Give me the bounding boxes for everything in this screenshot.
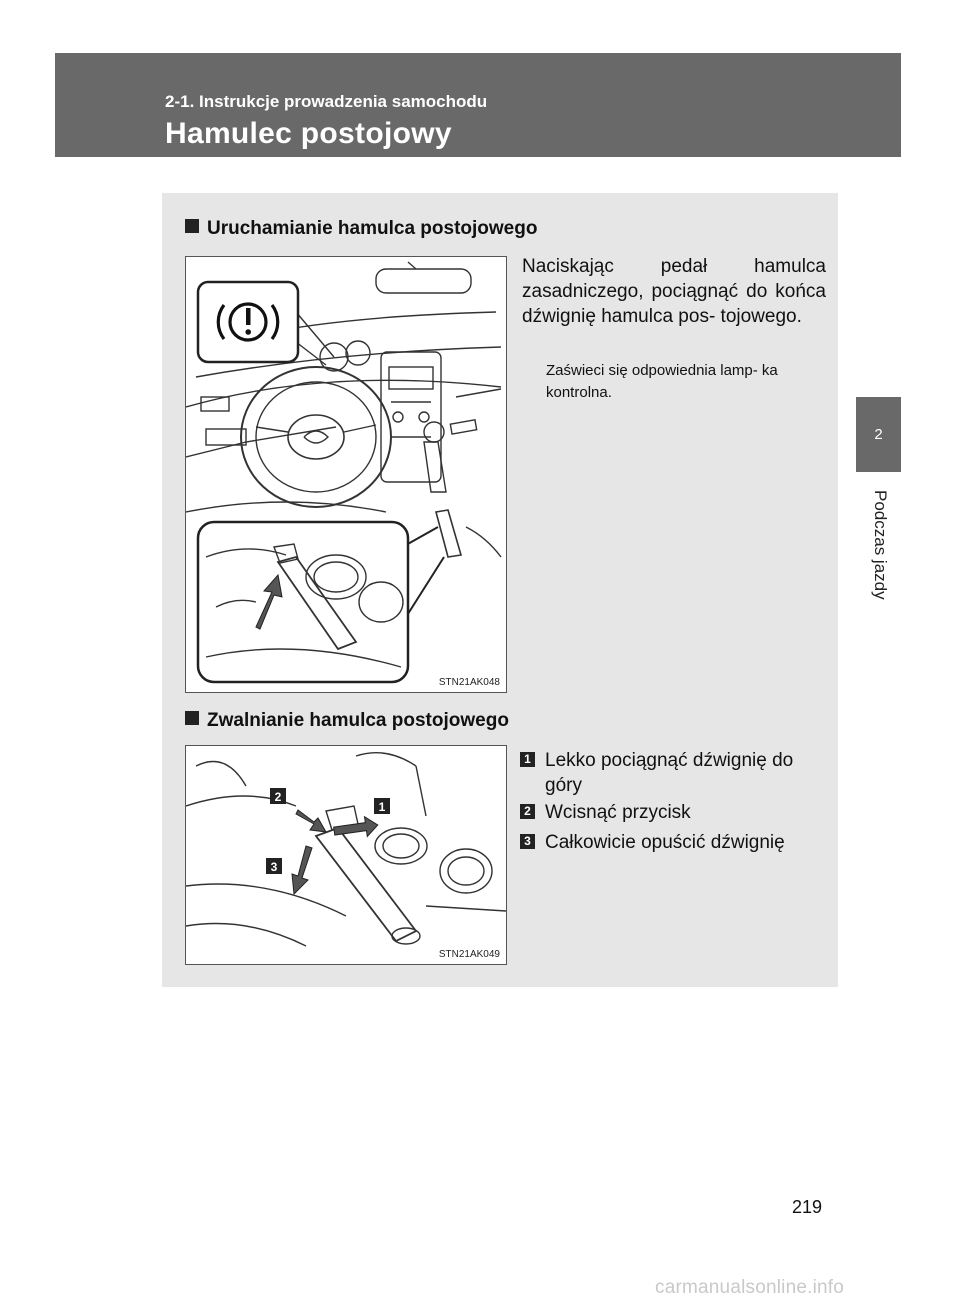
- apply-note: Zaświeci się odpowiednia lamp- ka kontrolna.: [546, 362, 778, 401]
- chapter-label: Podczas jazdy: [871, 490, 890, 600]
- release-illustration: [185, 745, 507, 965]
- figure-code: STN21AK049: [438, 949, 500, 960]
- apply-illustration: [185, 256, 507, 693]
- figure-code: STN21AK048: [438, 677, 500, 688]
- step-marker-3: [266, 858, 282, 874]
- release-step: [520, 830, 830, 855]
- section-title: 2-1. Instrukcje prowadzenia samochodu: [165, 92, 488, 111]
- step-text: Lekko pociągnąć dźwignię do góry: [545, 750, 794, 796]
- page-header: [55, 53, 901, 157]
- apply-heading-text: Uruchamianie hamulca postojowego: [207, 218, 538, 239]
- dashboard-lever-illustration: [186, 257, 506, 692]
- footer-link[interactable]: carmanualsonline.info: [655, 1277, 845, 1298]
- chapter-tab: 2: [856, 397, 901, 472]
- lever-release-illustration: [186, 746, 506, 964]
- step-marker-2: [270, 788, 286, 804]
- step-number: 1: [520, 752, 535, 767]
- apply-instruction: Naciskając pedał hamulca zasadniczego, pociągnąć do końca dźwignię hamulca pos- tojowego.: [522, 256, 826, 327]
- release-step: [520, 748, 830, 798]
- step-number: 3: [520, 834, 535, 849]
- lever-detail-callout: [198, 522, 444, 682]
- svg-text:2: 2: [274, 790, 282, 804]
- step-text: Całkowicie opuścić dźwignię: [545, 832, 785, 853]
- apply-heading: [185, 218, 537, 240]
- brake-warning-callout: [198, 282, 334, 365]
- page-title: Hamulec postojowy: [165, 117, 452, 150]
- step-text: Wcisnąć przycisk: [545, 802, 691, 823]
- svg-text:3: 3: [270, 860, 278, 874]
- step-number: 2: [520, 804, 535, 819]
- release-heading-text: Zwalnianie hamulca postojowego: [207, 710, 509, 731]
- step-marker-1: [374, 798, 390, 814]
- page-number: 219: [792, 1197, 823, 1217]
- release-step: [520, 800, 830, 825]
- bullet-square-icon: [185, 711, 199, 725]
- svg-text:1: 1: [378, 800, 386, 814]
- release-heading: [185, 710, 509, 732]
- bullet-square-icon: [185, 219, 199, 233]
